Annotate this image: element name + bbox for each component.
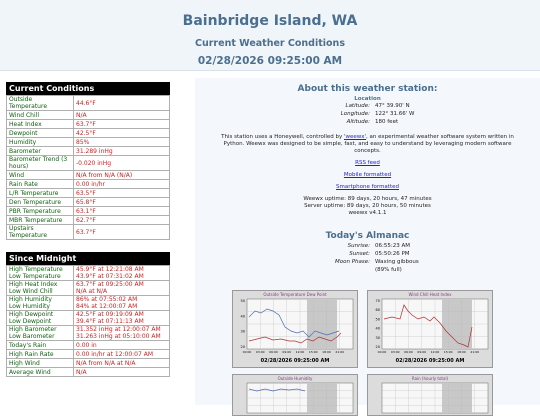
conditions-row: [7, 225, 170, 240]
plot-canvas: [368, 381, 492, 417]
plot-y-tick-label: 20: [375, 345, 380, 349]
since-midnight-label: High Dewpoint: [9, 311, 54, 318]
altitude-value: 180 feet: [375, 119, 399, 125]
conditions-label: Heat Index: [7, 120, 74, 129]
since-midnight-row: [7, 368, 170, 377]
plot-title: Outside Temperature Dew Point: [263, 292, 327, 297]
conditions-row: [7, 180, 170, 189]
rss-feed-link-row: [195, 160, 540, 166]
plot-title: Rain (hourly total): [411, 376, 449, 381]
plot-y-tick-label: 50: [375, 317, 380, 322]
weewx-version: weewx v4.1.1: [348, 210, 387, 216]
conditions-value: 44.6°F: [74, 96, 170, 111]
conditions-value: N/A from N/A (N/A): [74, 171, 170, 180]
conditions-value: 63.5°F: [74, 189, 170, 198]
since-midnight-label: High Rain Rate: [9, 350, 54, 358]
latitude-value: 47° 39.90' N: [375, 103, 410, 109]
rss-feed-link[interactable]: RSS feed: [355, 160, 380, 166]
conditions-label: Humidity: [7, 138, 74, 147]
conditions-row: [7, 138, 170, 147]
since-midnight-row: [7, 281, 170, 296]
conditions-row: [7, 207, 170, 216]
conditions-value: 42.5°F: [74, 129, 170, 138]
plot-x-tick-label: 18:00: [457, 350, 466, 354]
since-midnight-row: [7, 326, 170, 341]
description-text: This station uses a Honeywell, controlled by: [221, 134, 344, 140]
almanac-title: Today's Almanac: [325, 231, 410, 241]
conditions-row: [7, 96, 170, 111]
since-midnight-value: 31.263 inHg at 05:10:00 AM: [76, 333, 161, 340]
since-midnight-row: [7, 359, 170, 368]
plot-y-tick-label: 40: [375, 326, 380, 331]
since-midnight-label-cell: [7, 326, 74, 341]
since-midnight-value-cell: [74, 359, 170, 368]
conditions-row: [7, 147, 170, 156]
weather-plot-thumbnail[interactable]: [367, 374, 493, 416]
conditions-value: 65.8°F: [74, 198, 170, 207]
since-midnight-value-cell: [74, 311, 170, 326]
plot-title: Wind Chill Heat Index: [408, 292, 452, 297]
conditions-row: [7, 198, 170, 207]
since-midnight-label: High Barometer: [9, 326, 57, 333]
plot-x-tick-label: 12:00: [430, 350, 440, 354]
almanac-key: Sunset:: [349, 251, 370, 257]
conditions-label: Outside Temperature: [7, 96, 74, 111]
plot-y-tick-label: 60: [375, 308, 380, 313]
almanac-key: Moon Phase:: [335, 259, 370, 265]
since-midnight-label-cell: [7, 341, 74, 350]
since-midnight-table: [6, 252, 170, 377]
since-midnight-value-cell: [74, 281, 170, 296]
since-midnight-value-cell: [74, 341, 170, 350]
conditions-row: [7, 156, 170, 171]
since-midnight-value: 86% at 07:55:02 AM: [76, 296, 138, 303]
conditions-value: 0.00 in/hr: [74, 180, 170, 189]
conditions-row: [7, 171, 170, 180]
page-header: [0, 0, 540, 71]
since-midnight-value: N/A at N/A: [76, 288, 108, 295]
since-midnight-label-cell: [7, 281, 74, 296]
since-midnight-value: 0.00 in/hr at 12:00:07 AM: [76, 350, 154, 358]
location-heading: Location: [354, 96, 381, 102]
since-midnight-value: 42.5°F at 09:19:09 AM: [76, 311, 144, 318]
since-midnight-label: High Temperature: [9, 266, 63, 273]
conditions-row: [7, 129, 170, 138]
since-midnight-value: 0.00 in: [76, 341, 97, 349]
station-info-panel: [195, 78, 540, 405]
longitude-label: Longitude:: [340, 111, 370, 117]
weather-plot-thumbnail[interactable]: [232, 374, 358, 416]
since-midnight-value: 84% at 12:00:07 AM: [76, 303, 138, 310]
plot-x-tick-label: 09:00: [282, 350, 292, 354]
plot-x-tick-label: 00:00: [242, 350, 252, 354]
conditions-value: 31.289 inHg: [74, 147, 170, 156]
since-midnight-label: Low Temperature: [9, 273, 61, 280]
since-midnight-label: High Wind: [9, 359, 40, 367]
plot-y-tick-label: 30: [240, 329, 245, 334]
plot-y-tick-label: 20: [240, 345, 245, 349]
plot-x-tick-label: 15:00: [308, 350, 318, 354]
description-line-1: [195, 134, 540, 140]
conditions-row: [7, 216, 170, 225]
conditions-label: Wind: [7, 171, 74, 180]
plot-y-tick-label: 40: [240, 314, 245, 319]
conditions-label: Upstairs Temperature: [7, 225, 74, 240]
since-midnight-label: High Humidity: [9, 296, 52, 303]
since-midnight-label-cell: [7, 350, 74, 359]
longitude-value: 122° 31.66' W: [375, 111, 415, 117]
since-midnight-label-cell: [7, 266, 74, 281]
since-midnight-row: [7, 311, 170, 326]
since-midnight-row: [7, 296, 170, 311]
current-conditions-caption: Current Conditions: [6, 82, 170, 95]
plot-y-tick-label: 30: [375, 335, 380, 340]
conditions-label: Wind Chill: [7, 111, 74, 120]
plot-x-tick-label: 03:00: [390, 350, 400, 354]
plot-y-tick-label: 70: [375, 299, 380, 303]
plot-x-tick-label: 21:00: [335, 350, 345, 354]
report-datetime: 02/28/2026 09:25:00 AM: [197, 55, 343, 67]
since-midnight-label-cell: [7, 311, 74, 326]
conditions-value: 85%: [74, 138, 170, 147]
since-midnight-value: 43.9°F at 07:31:02 AM: [76, 273, 144, 280]
since-midnight-caption: Since Midnight: [6, 252, 170, 265]
almanac-value: 06:55:23 AM: [375, 243, 410, 249]
since-midnight-label-cell: [7, 359, 74, 368]
smartphone-formatted-link[interactable]: Smartphone formatted: [336, 184, 399, 190]
conditions-label: L/R Temperature: [7, 189, 74, 198]
page-subtitle: Current Weather Conditions: [195, 38, 345, 49]
plot-canvas: [368, 297, 492, 361]
since-midnight-value: 63.7°F at 09:25:00 AM: [76, 281, 144, 288]
conditions-row: [7, 111, 170, 120]
smartphone-link-row: [195, 184, 540, 190]
conditions-value: 62.7°F: [74, 216, 170, 225]
plot-y-tick-label: 50: [240, 299, 245, 303]
almanac-key: Sunrise:: [347, 243, 370, 249]
since-midnight-value-cell: [74, 368, 170, 377]
latitude-label: Latitude:: [345, 103, 370, 109]
plot-x-tick-label: 12:00: [295, 350, 305, 354]
since-midnight-label-cell: [7, 296, 74, 311]
station-name: Bainbridge Island, WA: [182, 13, 358, 29]
since-midnight-value: 45.9°F at 12:21:08 AM: [76, 266, 144, 273]
weather-plot-thumbnail[interactable]: [232, 290, 358, 368]
plot-title: Outside Humidity: [277, 376, 313, 381]
weewx-link[interactable]: 'weewx': [344, 134, 367, 140]
since-midnight-label-cell: [7, 368, 74, 377]
since-midnight-label: High Heat Index: [9, 281, 58, 288]
plot-date: 02/28/2026 09:25:00 AM: [395, 358, 465, 364]
mobile-link-row: [195, 172, 540, 178]
mobile-formatted-link[interactable]: Mobile formatted: [343, 172, 392, 178]
since-midnight-value-cell: [74, 326, 170, 341]
plot-date: 02/28/2026 09:25:00 AM: [260, 358, 330, 364]
about-title: About this weather station:: [297, 84, 438, 94]
since-midnight-label: Low Humidity: [9, 303, 50, 310]
since-midnight-row: [7, 266, 170, 281]
current-conditions-table: [6, 82, 170, 240]
since-midnight-value: N/A from N/A at N/A: [76, 359, 136, 367]
since-midnight-value: N/A: [76, 368, 87, 376]
conditions-label: Rain Rate: [7, 180, 74, 189]
almanac-value: 05:50:26 PM: [375, 251, 410, 257]
conditions-row: [7, 120, 170, 129]
plot-x-tick-label: 06:00: [404, 350, 413, 354]
conditions-value: -0.020 inHg: [74, 156, 170, 171]
plot-x-tick-label: 00:00: [377, 350, 387, 354]
conditions-value: 63.1°F: [74, 207, 170, 216]
plot-x-tick-label: 09:00: [417, 350, 427, 354]
conditions-label: Dewpoint: [7, 129, 74, 138]
almanac-value: (89% full): [375, 267, 402, 273]
conditions-label: MBR Temperature: [7, 216, 74, 225]
since-midnight-value: 39.4°F at 07:11:13 AM: [76, 318, 144, 325]
conditions-value: 63.7°F: [74, 225, 170, 240]
since-midnight-label: Low Dewpoint: [9, 318, 52, 325]
conditions-label: Barometer Trend (3 hours): [7, 156, 74, 171]
since-midnight-row: [7, 350, 170, 359]
conditions-label: Barometer: [7, 147, 74, 156]
weather-plot-thumbnail[interactable]: [367, 290, 493, 368]
plot-x-tick-label: 03:00: [255, 350, 265, 354]
conditions-value: N/A: [74, 111, 170, 120]
plot-x-tick-label: 18:00: [322, 350, 331, 354]
server-uptime: Server uptime: 89 days, 20 hours, 50 minutes: [304, 203, 431, 209]
conditions-label: Den Temperature: [7, 198, 74, 207]
since-midnight-label: Today's Rain: [9, 341, 47, 349]
since-midnight-value-cell: [74, 266, 170, 281]
conditions-value: 63.7°F: [74, 120, 170, 129]
since-midnight-label: Low Wind Chill: [9, 288, 53, 295]
description-line-2: Python. Weewx was designed to be simple, fast, and easy to understand by leveraging modern software: [223, 141, 512, 147]
since-midnight-label: Low Barometer: [9, 333, 55, 340]
description-line-3: concepts.: [354, 148, 381, 154]
plot-x-tick-label: 06:00: [269, 350, 278, 354]
since-midnight-value-cell: [74, 296, 170, 311]
since-midnight-label: Average Wind: [9, 368, 51, 376]
plot-x-tick-label: 15:00: [443, 350, 453, 354]
almanac-value: Waxing gibbous: [375, 259, 419, 265]
weewx-uptime: Weewx uptime: 89 days, 20 hours, 47 minutes: [303, 196, 432, 202]
conditions-row: [7, 189, 170, 198]
plot-x-tick-label: 21:00: [470, 350, 480, 354]
altitude-label: Altitude:: [346, 119, 370, 125]
description-text: , an experimental weather software system written in: [366, 134, 514, 140]
since-midnight-value: 31.352 inHg at 12:00:07 AM: [76, 326, 161, 333]
conditions-label: PBR Temperature: [7, 207, 74, 216]
since-midnight-row: [7, 341, 170, 350]
since-midnight-value-cell: [74, 350, 170, 359]
plot-canvas: [233, 297, 357, 361]
plot-canvas: [233, 381, 357, 417]
